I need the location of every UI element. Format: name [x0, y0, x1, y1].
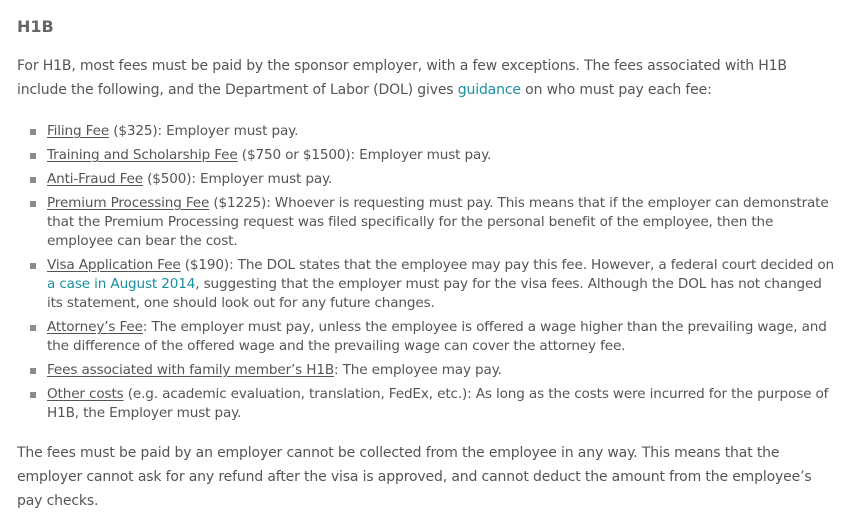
square-bullet-icon	[30, 177, 36, 183]
fee-description: : The employer must pay, unless the employee is offered a wage higher than the prevailing wage, and the difference of the offered wage and the prevailing wage can cover the attorney fee.	[47, 319, 827, 354]
list-item-training-fee	[17, 146, 836, 165]
square-bullet-icon	[30, 201, 36, 207]
visa-application-fee-link[interactable]: Visa Application Fee	[47, 257, 181, 273]
fee-description: ($190): The DOL states that the employee may pay this fee. However, a federal court decided on	[180, 257, 835, 273]
fee-description: ($1225): Whoever is requesting must pay. This means that if the employer can demonstrate that the Premium Processing request was filed specifically for the personal benefit of the employee, then the employee can bear the cost.	[47, 195, 829, 249]
list-item-anti-fraud-fee	[17, 170, 836, 189]
list-item-family-member-fees	[17, 361, 836, 380]
family-member-fees-link[interactable]: Fees associated with family member’s H1B	[47, 362, 335, 378]
list-item-premium-processing-fee	[17, 194, 836, 251]
premium-processing-fee-link[interactable]: Premium Processing Fee	[47, 195, 210, 211]
fee-description: : The employee may pay.	[334, 362, 502, 378]
closing-paragraph: The fees must be paid by an employer cannot be collected from the employee in any way. This means that the employer cannot ask for any refund after the visa is approved, and cannot deduct the amount from the employee’s pay checks.	[17, 445, 812, 509]
list-item-visa-application-fee	[17, 256, 836, 313]
fee-description: ($500): Employer must pay.	[142, 171, 333, 187]
filing-fee-link[interactable]: Filing Fee	[47, 123, 110, 139]
list-item-attorney-fee	[17, 318, 836, 356]
attorney-fee-link[interactable]: Attorney’s Fee	[47, 319, 143, 335]
guidance-link[interactable]: guidance	[457, 82, 521, 98]
square-bullet-icon	[30, 263, 36, 269]
court-case-link[interactable]: a case in August 2014	[47, 276, 196, 292]
anti-fraud-fee-link[interactable]: Anti-Fraud Fee	[47, 171, 143, 187]
training-scholarship-fee-link[interactable]: Training and Scholarship Fee	[47, 147, 238, 163]
list-item-other-costs	[17, 385, 836, 423]
fee-list	[17, 122, 836, 423]
square-bullet-icon	[30, 392, 36, 398]
square-bullet-icon	[30, 153, 36, 159]
fee-description: ($325): Employer must pay.	[109, 123, 299, 139]
fee-description: ($750 or $1500): Employer must pay.	[237, 147, 492, 163]
section-heading: H1B	[17, 17, 54, 36]
other-costs-link[interactable]: Other costs	[47, 386, 124, 402]
fee-description: (e.g. academic evaluation, translation, FedEx, etc.): As long as the costs were incurred for the purpose of H1B, the Employer must pay.	[47, 386, 829, 421]
square-bullet-icon	[30, 368, 36, 374]
intro-text-before: For H1B, most fees must be paid by the sponsor employer, with a few exceptions. The fees associated with H1B include the following, and the Department of Labor (DOL) gives	[17, 58, 787, 98]
list-item-filing-fee	[17, 122, 836, 141]
square-bullet-icon	[30, 129, 36, 135]
fee-description-continued: , suggesting that the employer must pay for the visa fees. Although the DOL has not changed its statement, one should look out for any future changes.	[47, 276, 822, 311]
intro-paragraph	[17, 54, 836, 102]
square-bullet-icon	[30, 325, 36, 331]
intro-text-after: on who must pay each fee:	[520, 82, 712, 98]
